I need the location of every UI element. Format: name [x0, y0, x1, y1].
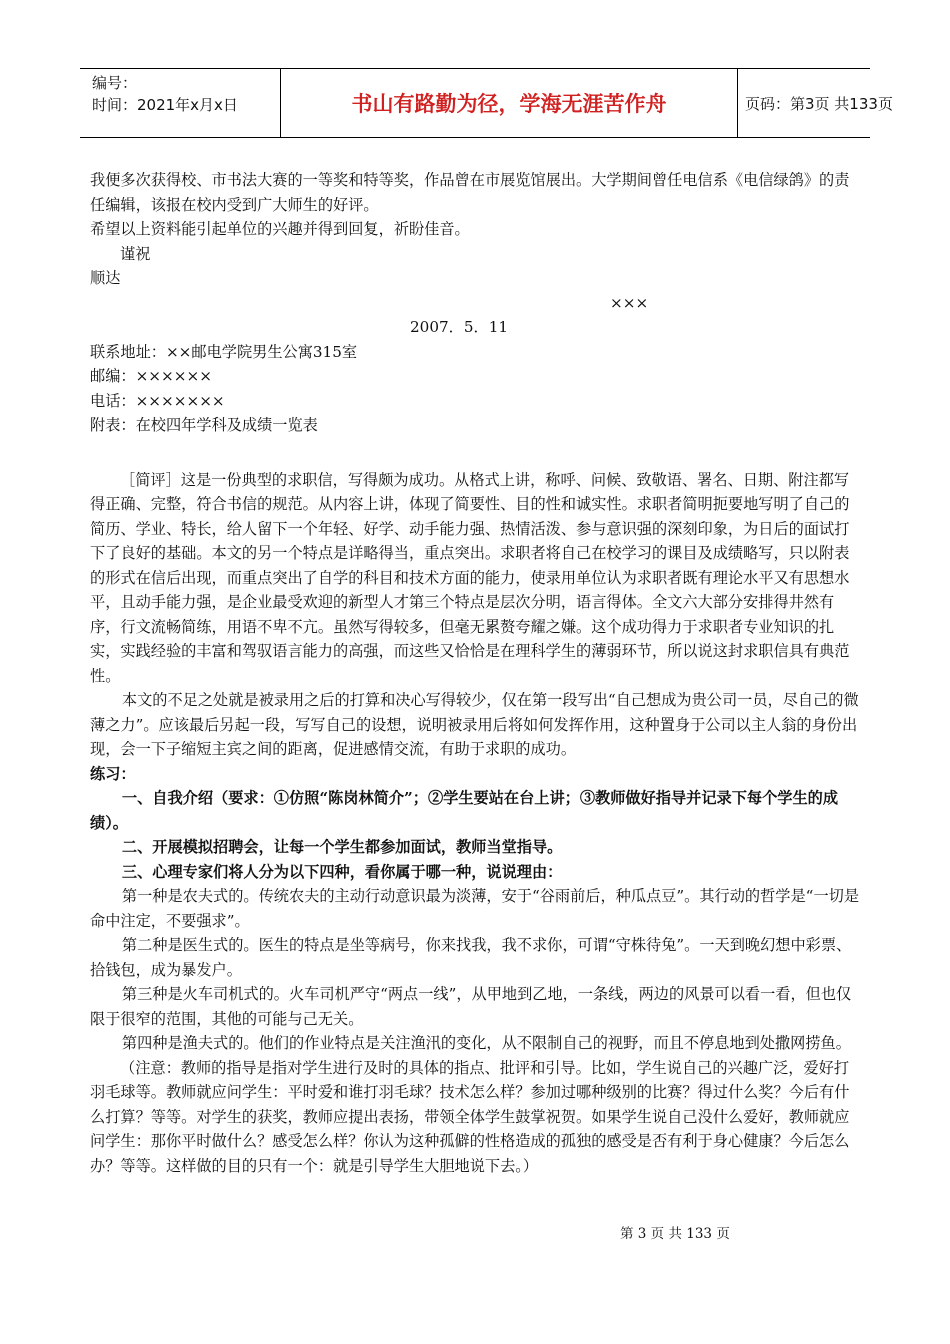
header-meta — [80, 69, 280, 137]
letter-closing: 顺达 — [90, 269, 121, 287]
exercise-item: 一、自我介绍（要求：①仿照“陈岗林简介”；②学生要站在台上讲；③教师做好指导并记录下每个学生的成绩）。 — [90, 789, 839, 832]
document-number: 编号： — [92, 74, 138, 92]
personality-type: 第二种是医生式的。医生的特点是坐等病号，你来找我，我不求你，可谓“守株待兔”。一天到晚幻想中彩票、拾钱包，成为暴发户。 — [90, 936, 852, 979]
review-paragraph: 本文的不足之处就是被录用之后的打算和决心写得较少，仅在第一段写出“自己想成为贵公司一员，尽自己的微薄之力”。应该最后另起一段，写写自己的设想，说明被录用后将如何发挥作用，这种置身于公司以主人翁的身份出现，会一下子缩短主宾之间的距离，促进感情交流，有助于求职的成功。 — [90, 691, 859, 758]
exercise-item: 二、开展模拟招聘会，让每一个学生都参加面试，教师当堂指导。 — [121, 838, 563, 856]
exercise-title: 练习： — [90, 764, 136, 783]
letter-signature: ××× — [610, 293, 649, 312]
header-motto: 书山有路勤为径，学海无涯苦作舟 — [280, 69, 738, 137]
header-page-info: 页码：第3页 共133页 — [745, 94, 893, 113]
personality-type: 第四种是渔夫式的。他们的作业特点是关注渔汛的变化，从不限制自己的视野，而且不停息地到处撒网捞鱼。 — [121, 1034, 851, 1052]
contact-address: 联系地址：××邮电学院男生公寓315室 — [90, 342, 358, 361]
page-footer: 第 3 页 共 133 页 — [620, 1226, 730, 1242]
personality-type: 第三种是火车司机式的。火车司机严守“两点一线”，从甲地到乙地，一条线，两边的风景可以看一看，但也仅限于很窄的范围，其他的可能与己无关。 — [90, 985, 852, 1028]
contact-phone: 电话：××××××× — [90, 391, 225, 410]
exercise-item: 三、心理专家们将人分为以下四种，看你属于哪一种，说说理由： — [121, 862, 563, 881]
review-paragraph: ［简评］这是一份典型的求职信，写得颇为成功。从格式上讲，称呼、问候、致敬语、署名、日期、附注都写得正确、完整，符合书信的规范。从内容上讲，体现了简要性、目的性和诚实性。求职者简明扼要地写明了自己的简历、学业、特长，给人留下一个年轻、好学、动手能力强、热情活泼、参与意识强的深刻印象，为日后的面试打下了良好的基础。本文的另一个特点是详略得当，重点突出。求职者将自己在校学习的课目及成绩略写，只以附表的形式在信后出现，而重点突出了自学的科目和技术方面的能力，使录用单位认为求职者既有理论水平又有思想水平，且动手能力强，是企业最受欢迎的新型人才第三个特点是层次分明，语言得体。全文六大部分安排得井然有序，行文流畅简练，用语不卑不亢。虽然写得较多，但毫无累赘夸耀之嫌。这个成功得力于求职者专业知识的扎实，实践经验的丰富和驾驭语言能力的高强，而这些又恰恰是在理科学生的薄弱环节，所以说这封求职信具有典范性。 — [90, 470, 850, 685]
personality-type: 第一种是农夫式的。传统农夫的主动行动意识最为淡薄，安于“谷雨前后，种瓜点豆”。其行动的哲学是“一切是命中注定，不要强求”。 — [90, 887, 860, 930]
contact-postcode: 邮编：×××××× — [90, 367, 212, 385]
teacher-note: （注意：教师的指导是指对学生进行及时的具体的指点、批评和引导。比如，学生说自己的兴趣广泛，爱好打羽毛球等。教师就应问学生：平时爱和谁打羽毛球？技术怎么样？参加过哪种级别的比赛？得过什么奖？今后有什么打算？等等。对学生的获奖，教师应提出表扬，带领全体学生鼓掌祝贺。如果学生说自己没什么爱好，教师就应问学生：那你平时做什么？感受怎么样？你认为这种孤僻的性格造成的孤独的感受是否有利于身心健康？今后怎么办？等等。这样做的目的只有一个：就是引导学生大胆地说下去。） — [90, 1058, 850, 1175]
letter-date: 2007．5．11 — [410, 318, 509, 336]
document-body — [90, 168, 862, 1178]
letter-paragraph: 我便多次获得校、市书法大赛的一等奖和特等奖，作品曾在市展览馆展出。大学期间曾任电信系《电信绿鸽》的责任编辑，该报在校内受到广大师生的好评。 — [90, 171, 850, 214]
page-header — [80, 68, 893, 138]
letter-closing: 谨祝 — [120, 244, 151, 263]
document-time: 时间：2021年x月x日 — [92, 96, 238, 114]
letter-paragraph: 希望以上资料能引起单位的兴趣并得到回复，祈盼佳音。 — [90, 220, 470, 238]
letter-attachment: 附表：在校四年学科及成绩一览表 — [90, 416, 318, 434]
